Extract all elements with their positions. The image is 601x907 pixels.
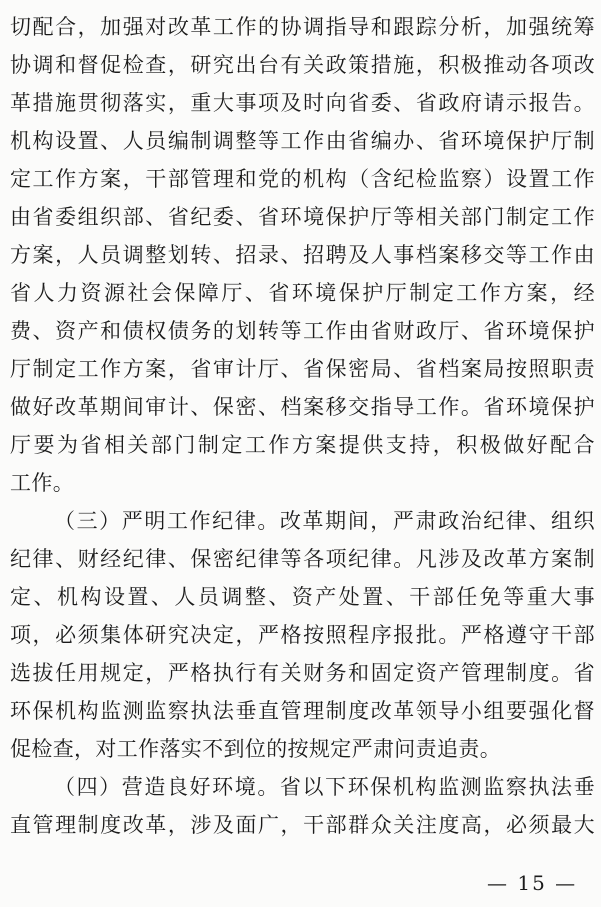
text-line: 费、资产和债权债务的划转等工作由省财政厅、省环境保护: [10, 319, 595, 343]
text-line: 项，必须集体研究决定，严格按照程序报批。严格遵守干部: [10, 623, 595, 647]
text-line: 方案，人员调整划转、招录、招聘及人事档案移交等工作由: [10, 243, 595, 267]
text-line: 革措施贯彻落实，重大事项及时向省委、省政府请示报告。: [10, 91, 595, 115]
paragraph-end-line: 促检查，对工作落实不到位的按规定严肃问责追责。: [10, 737, 502, 761]
text-line: 协调和督促检查，研究出台有关政策措施，积极推动各项改: [10, 53, 595, 77]
page-number: — 15 —: [487, 871, 578, 895]
section-heading-line: （三）严明工作纪律。改革期间，严肃政治纪律、组织: [54, 509, 595, 533]
paragraph-end-line: 工作。: [10, 471, 75, 495]
text-line: 切配合，加强对改革工作的协调指导和跟踪分析，加强统筹: [10, 15, 595, 39]
text-line: 纪律、财经纪律、保密纪律等各项纪律。凡涉及改革方案制: [10, 547, 595, 571]
text-line: 环保机构监测监察执法垂直管理制度改革领导小组要强化督: [10, 699, 595, 723]
text-line: 定工作方案，干部管理和党的机构（含纪检监察）设置工作: [10, 167, 595, 191]
text-line: 做好改革期间审计、保密、档案移交指导工作。省环境保护: [10, 395, 595, 419]
text-line: 定、机构设置、人员调整、资产处置、干部任免等重大事: [10, 585, 595, 609]
body-text: [10, 8, 595, 844]
section-heading-line: （四）营造良好环境。省以下环保机构监测监察执法垂: [54, 775, 595, 799]
text-line: 选拔任用规定，严格执行有关财务和固定资产管理制度。省: [10, 661, 595, 685]
text-line: 机构设置、人员编制调整等工作由省编办、省环境保护厅制: [10, 129, 595, 153]
text-line: 厅制定工作方案，省审计厅、省保密局、省档案局按照职责: [10, 357, 595, 381]
text-line: 直管理制度改革，涉及面广，干部群众关注度高，必须最大: [10, 813, 595, 837]
text-line: 省人力资源社会保障厅、省环境保护厅制定工作方案，经: [10, 281, 595, 305]
text-line: 厅要为省相关部门制定工作方案提供支持，积极做好配合: [10, 433, 595, 457]
text-line: 由省委组织部、省纪委、省环境保护厅等相关部门制定工作: [10, 205, 595, 229]
